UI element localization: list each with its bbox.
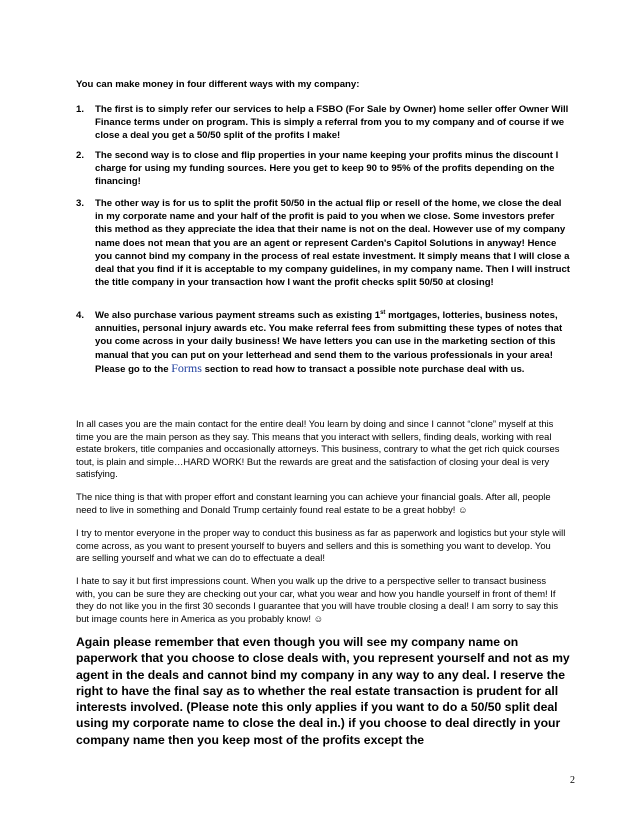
list-number: 3. — [76, 198, 85, 209]
list-item-3 — [76, 197, 570, 289]
body-paragraph: I hate to say it but first impressions count. When you walk up the drive to a perspective seller to transact business with, you can be sure they are checking out your car, what you wear and how you handle yourself in front of them! If they do not like you in the first 30 seconds I guarantee that you will have trouble closing a deal! I am sorry to say this but image counts here in America as you probably know! ☺ — [76, 575, 559, 624]
list-item-text — [95, 309, 570, 376]
list-item-text-part: mortgages, lotteries, business notes, annuities, personal injury awards etc. You make referral fees from submitting these types of notes that you come across in your daily business! We have letters you can use in the marketing section of this manual that you can put on your letterhead and send them to the various professionals in your area! Please go to the — [95, 310, 563, 375]
list-number: 4. — [76, 310, 85, 321]
superscript-ordinal: st — [380, 309, 386, 316]
body-paragraph: In all cases you are the main contact for the entire deal! You learn by doing and since I cannot “clone” myself at this time you are the main person as they say. This means that you interact with sellers, finding deals, working with real estate brokers, title companies and occasionally attorneys. This business, contrary to what the get rich quick courses tout, is plain and simple…HARD WORK! But the rewards are great and the satisfaction of closing your deal is very satisfying. — [76, 418, 560, 480]
list-number: 2. — [76, 150, 85, 161]
list-item-text: The first is to simply refer our services to help a FSBO (For Sale by Owner) home seller offer Owner Will Finance terms under on program. This is simply a referral from you to my company and of course if we close a deal you get a 50/50 split of the profits I make! — [95, 104, 569, 142]
body-paragraph: I try to mentor everyone in the proper way to conduct this business as far as paperwork and logistics but your style will come across, as you want to present yourself to buyers and sellers and this is something you want to develop. You are selling yourself and what we can do to effectuate a deal! — [76, 527, 566, 564]
list-item-1 — [76, 103, 570, 143]
intro-heading: You can make money in four different ways with my company: — [76, 79, 360, 90]
list-item-text-part: We also purchase various payment streams such as existing 1 — [95, 310, 381, 321]
list-number: 1. — [76, 104, 85, 115]
list-item-text: The other way is for us to split the profit 50/50 in the actual flip or resell of the home, we close the deal in my corporate name and your half of the profit is paid to you when we close. Some investors prefer this method as they appreciate the idea that their name is not on the deal. However use of my company name does not mean that you are an agent or represent Carden's Capitol Solutions in anyway! Hence you cannot bind my company in the process of real estate investment. It simply means that I will close a deal that you find if it is acceptable to my company guidelines, in my company name. Then I will instruct the title company in your transaction how I want the profit checks split 50/50 at closing! — [95, 198, 570, 289]
list-item-text-part: section to read how to transact a possible note purchase deal with us. — [201, 363, 525, 375]
page-number: 2 — [570, 775, 575, 786]
forms-link[interactable]: Forms — [171, 360, 202, 375]
body-paragraph: The nice thing is that with proper effort and constant learning you can achieve your financial goals. After all, people need to live in something and Donald Trump certainly found real estate to be a great hobby! ☺ — [76, 491, 551, 515]
list-item-2 — [76, 149, 570, 189]
list-item-4 — [76, 309, 570, 376]
list-item-text: The second way is to close and flip properties in your name keeping your profits minus the discount I charge for using my funding sources. Here you get to keep 90 to 95% of the profits depending on the financing! — [95, 150, 559, 188]
closing-statement: Again please remember that even though you will see my company name on paperwork that you choose to close deals with, you represent yourself and not as my agent in the deals and cannot bind my company in any way to any deal. I reserve the right to have the final say as to whether the real estate transaction is prudent for all interests involved. (Please note this only applies if you want to do a 50/50 split deal using my corporate name to close the deal in.) if you choose to deal directly in your company name then you keep most of the profits except the — [76, 635, 570, 747]
